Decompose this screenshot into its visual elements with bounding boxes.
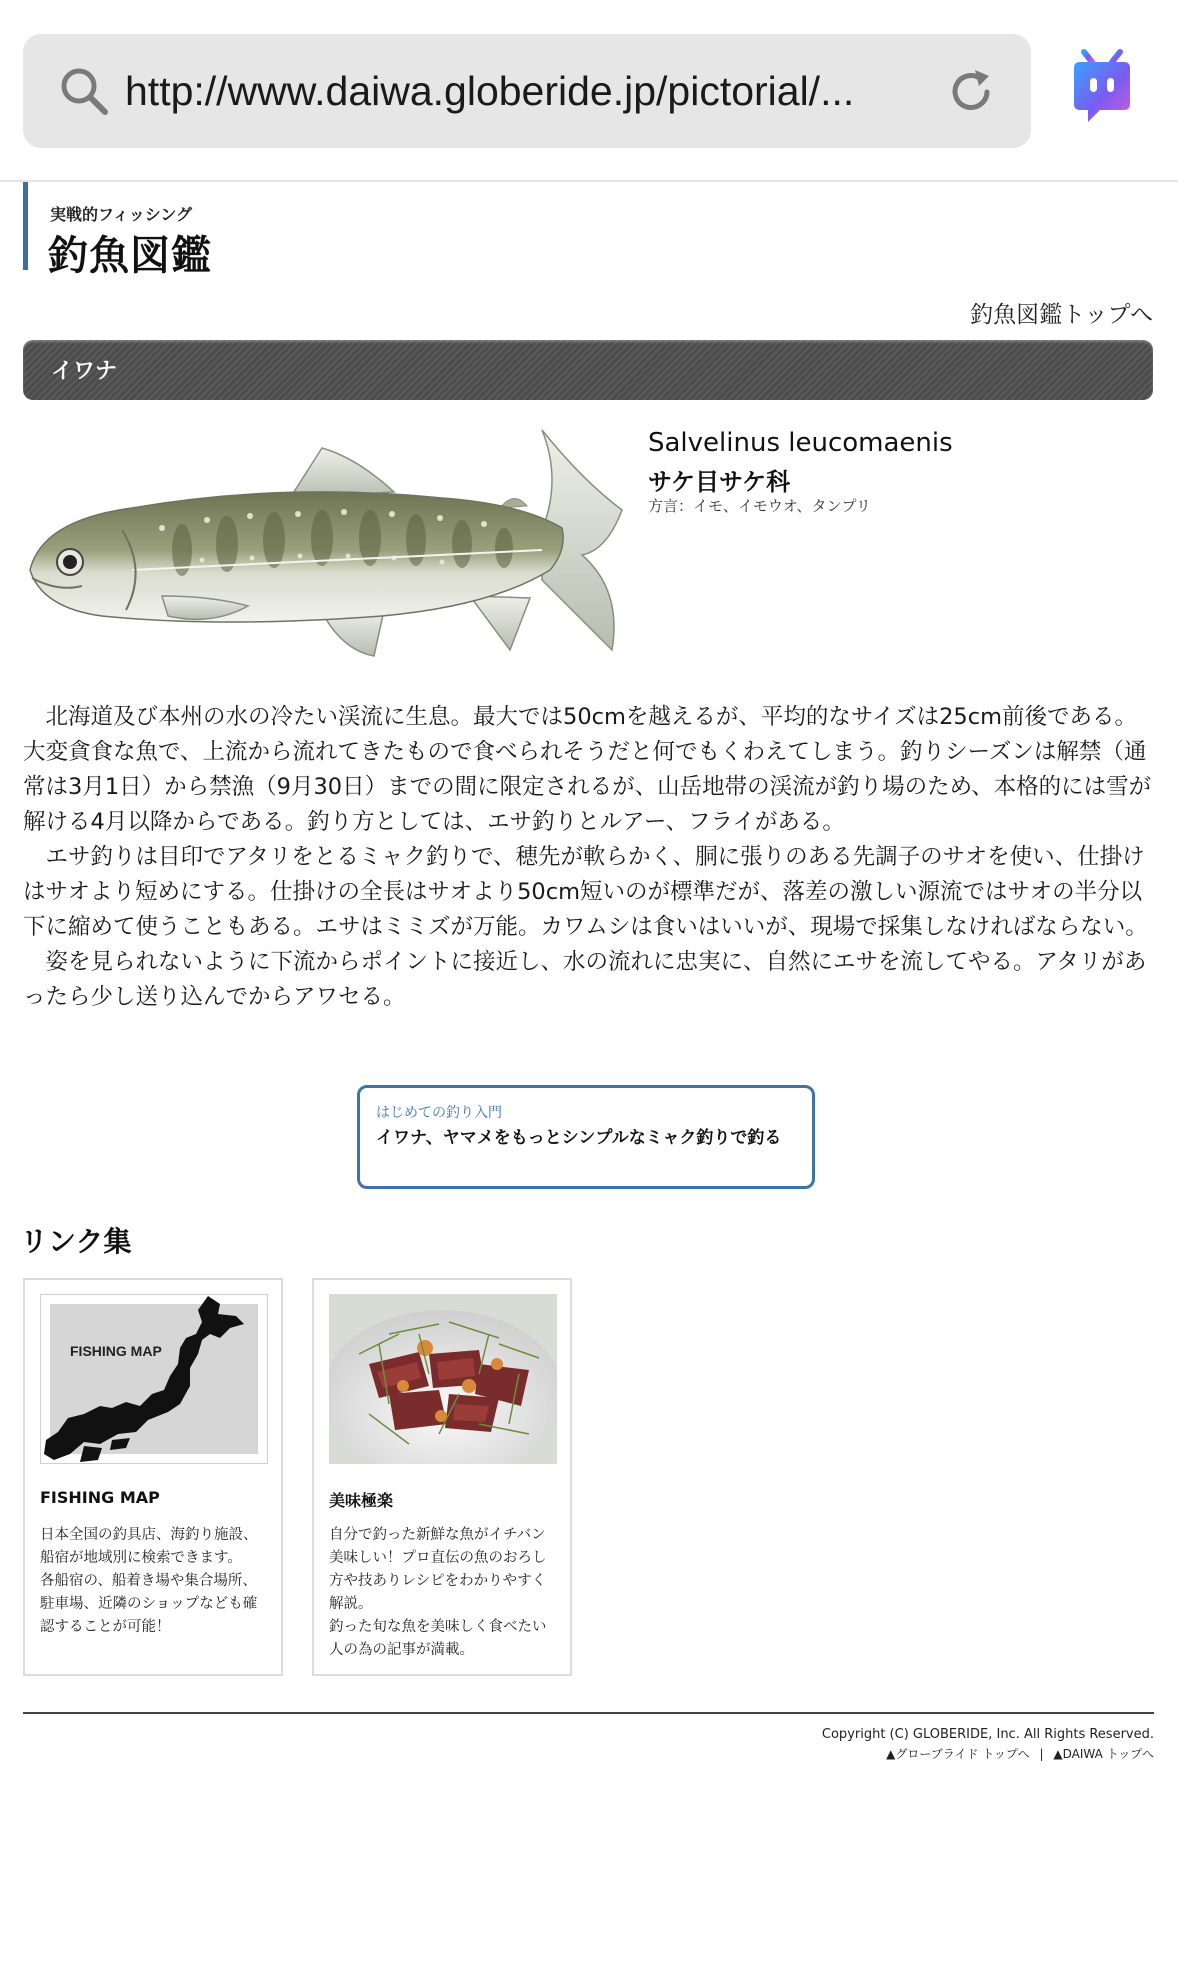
daiwa-top-link[interactable]: ▲DAIWA トップへ [1053, 1747, 1154, 1761]
species-banner [23, 340, 1153, 400]
assistant-bot-icon[interactable] [1060, 46, 1144, 130]
copyright-text: Copyright (C) GLOBERIDE, Inc. All Rights Reserved. [821, 1727, 1154, 1742]
search-icon [57, 64, 111, 118]
fishing-map-description: 日本全国の釣具店、海釣り施設、船宿が地域別に検索できます。 各船宿の、船着き場や集合場所、駐車場、近隣のショップなども確認することが可能！ [40, 1527, 258, 1635]
scientific-name: Salvelinus leucomaenis [648, 428, 953, 458]
globeride-top-link[interactable]: ▲グローブライド トップへ [886, 1747, 1030, 1761]
gourmet-card[interactable] [312, 1278, 572, 1676]
guide-tag: はじめての釣り入門 [376, 1105, 502, 1121]
footer-links [880, 1745, 1154, 1762]
dialect-names: 方言：イモ、イモウオ、タンプリ [648, 497, 871, 515]
reload-icon[interactable] [943, 64, 999, 120]
fish-illustration [22, 420, 630, 678]
description-paragraph: 北海道及び本州の水の冷たい渓流に生息。最大では50cmを越えるが、平均的なサイズは25cm前後である。大変貪食な魚で、上流から流れてきたもので食べられそうだと何でもくわえてしまう。釣りシーズンは解禁（通常は3月1日）から禁漁（9月30日）までの間に限定されるが、山岳地帯の渓流が釣り場のため、本格的には雪が解ける4月以降からである。釣り方としては、エサ釣りとルアー、フライがある。 [23, 704, 1152, 835]
fishing-map-image-label: FISHING MAP [70, 1343, 162, 1359]
gourmet-description: 自分で釣った新鮮な魚がイチバン美味しい！プロ直伝の魚のおろし方や技ありレシピをわかりやすく解説。 釣った旬な魚を美味しく食べたい人の為の記事が満載。 [329, 1527, 547, 1658]
footer-separator: | [1039, 1747, 1044, 1761]
description-paragraph: エサ釣りは目印でアタリをとるミャク釣りで、穂先が軟らかく、胴に張りのある先調子のサオを使い、仕掛けはサオより短めにする。仕掛けの全長はサオより50cm短いのが標準だが、落差の激しい源流ではサオの半分以下に縮めて使うこともある。エサはミミズが万能。カワムシは食いはいいが、現場で採集しなければならない。 [23, 844, 1148, 940]
species-name: イワナ [51, 359, 118, 384]
family-name: サケ目サケ科 [648, 468, 791, 496]
links-heading: リンク集 [20, 1225, 132, 1258]
address-bar[interactable] [23, 34, 1031, 148]
fishing-map-title[interactable]: FISHING MAP [40, 1488, 160, 1507]
site-header [23, 182, 328, 279]
fishing-map-card[interactable] [23, 1278, 283, 1676]
site-title: 釣魚図鑑 [48, 233, 212, 279]
guide-title[interactable]: イワナ、ヤマメをもっとシンプルなミャク釣りで釣る [376, 1128, 782, 1148]
gourmet-dish-image[interactable] [329, 1294, 557, 1464]
species-description [23, 700, 1155, 1015]
site-subtitle: 実戦的フィッシング [50, 205, 193, 224]
footer-divider [23, 1712, 1154, 1714]
beginner-guide-link[interactable] [357, 1085, 815, 1189]
description-paragraph: 姿を見られないように下流からポイントに接近し、水の流れに忠実に、自然にエサを流してやる。アタリがあったら少し送り込んでからアワセる。 [23, 949, 1147, 1010]
pictorial-top-link[interactable]: 釣魚図鑑トップへ [970, 302, 1153, 328]
browser-toolbar [0, 0, 1178, 182]
gourmet-title[interactable]: 美味極楽 [329, 1491, 394, 1510]
fishing-map-image[interactable] [40, 1294, 268, 1464]
url-text[interactable]: http://www.daiwa.globeride.jp/pictorial/... [125, 68, 855, 114]
